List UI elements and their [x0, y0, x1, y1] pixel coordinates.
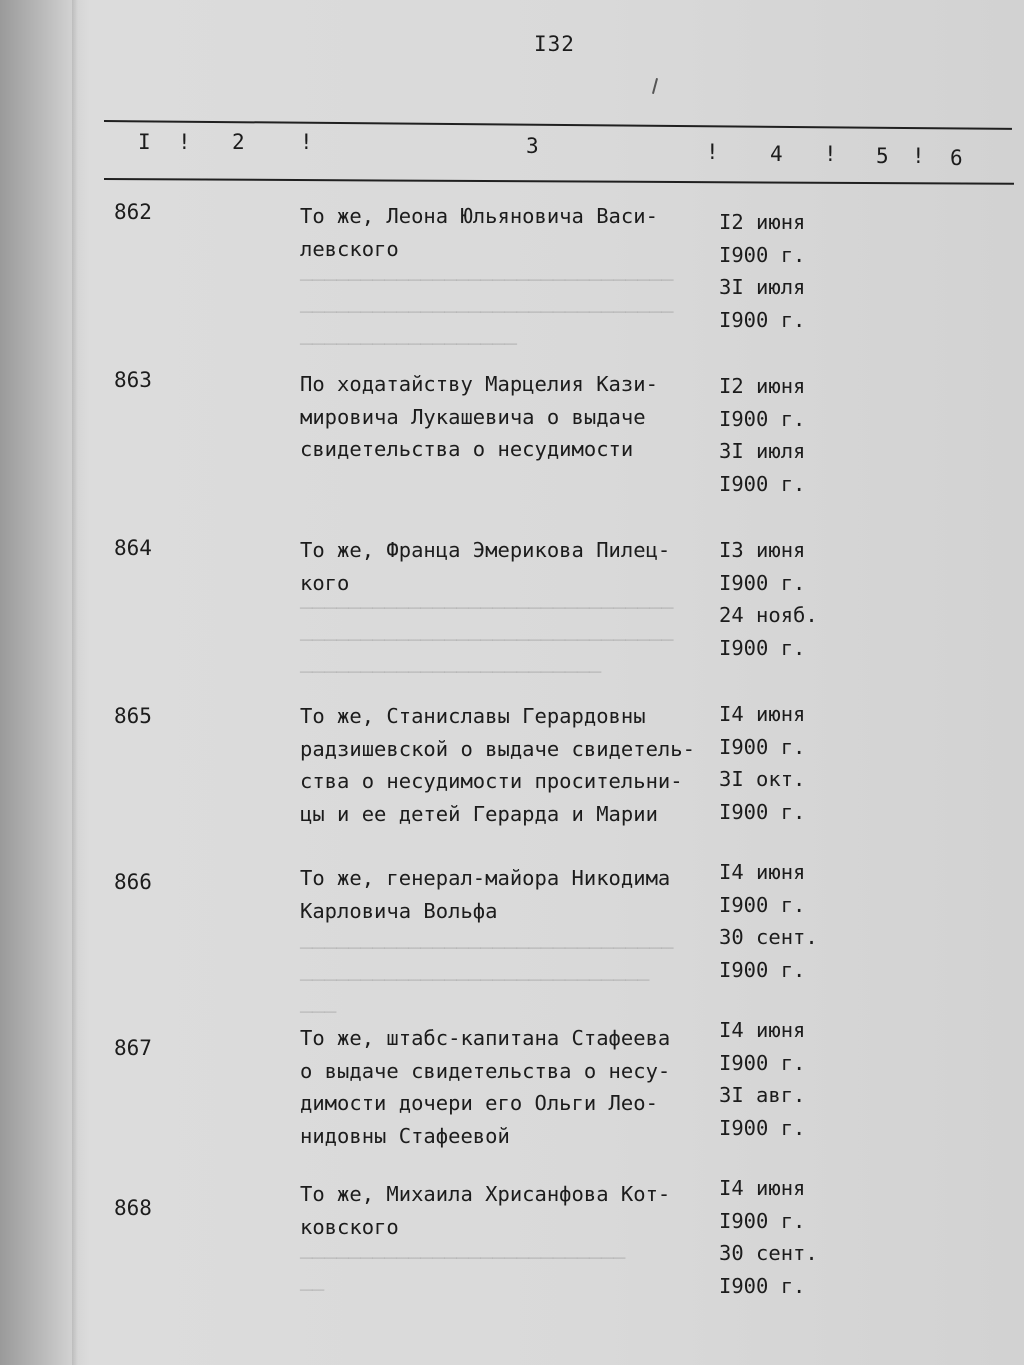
- page-number: I32: [534, 32, 575, 56]
- date-line: I900 г.: [719, 1050, 806, 1075]
- entry-description: [300, 200, 720, 265]
- description-line: радзишевской о выдаче свидетель-: [300, 736, 695, 761]
- entry-dates: [719, 1172, 839, 1302]
- date-line: I4 июня: [719, 1018, 806, 1042]
- date-line: I4 июня: [719, 1176, 806, 1200]
- description-line: То же, Михаила Хрисанфова Кот-: [300, 1182, 671, 1206]
- date-line: I2 июня: [719, 374, 806, 398]
- description-line: По ходатайству Марцелия Кази-: [300, 372, 658, 396]
- entry-dates: [719, 856, 839, 986]
- column-header-2: 2: [232, 130, 245, 154]
- entry-description: [300, 1022, 720, 1152]
- description-line: То же, штабс-капитана Стафеева: [300, 1026, 671, 1050]
- entry-description: [300, 368, 720, 466]
- date-line: I900 г.: [719, 635, 806, 660]
- date-line: I900 г.: [719, 242, 806, 267]
- date-line: I900 г.: [719, 957, 806, 982]
- date-line: 30 сент.: [719, 1241, 818, 1265]
- description-line: кого: [300, 570, 350, 595]
- date-line: I4 июня: [719, 702, 806, 726]
- date-line: 24 нояб.: [719, 603, 818, 627]
- entry-description: [300, 534, 720, 599]
- description-line: Карловича Вольфа: [300, 898, 498, 923]
- description-line: свидетельства о несудимости: [300, 437, 634, 461]
- date-line: I900 г.: [719, 471, 806, 496]
- column-separator: !: [178, 130, 191, 154]
- description-line: мировича Лукашевича о выдаче: [300, 404, 646, 429]
- description-line: То же, генерал-майора Никодима: [300, 866, 671, 890]
- date-line: I3 июня: [719, 538, 806, 562]
- date-line: 30 сент.: [719, 925, 818, 949]
- description-line: То же, Станиславы Герардовны: [300, 704, 646, 728]
- column-header-5: 5: [876, 144, 889, 168]
- date-line: 3I авг.: [719, 1083, 806, 1107]
- entry-dates: [719, 370, 839, 500]
- entry-dates: [719, 698, 839, 828]
- date-line: I900 г.: [719, 799, 806, 824]
- description-line: нидовны Стафеевой: [300, 1123, 510, 1148]
- entry-description: [300, 1178, 720, 1243]
- entry-description: [300, 700, 720, 830]
- date-line: I900 г.: [719, 892, 806, 917]
- description-line: димости дочери его Ольги Лео-: [300, 1091, 658, 1115]
- column-separator: !: [912, 144, 925, 168]
- column-separator: !: [706, 140, 719, 164]
- bleed-through-text: ─────────────────────────── ──: [300, 1246, 626, 1302]
- entry-number: 865: [114, 704, 152, 728]
- date-line: I2 июня: [719, 210, 806, 234]
- entry-number: 863: [114, 368, 152, 392]
- bleed-through-text: ─────────────────────────────── ───────────────────────────── ───: [300, 936, 674, 1024]
- column-separator: !: [300, 130, 313, 154]
- description-line: То же, Франца Эмерикова Пилец-: [300, 538, 671, 562]
- date-line: I900 г.: [719, 406, 806, 431]
- date-line: I4 июня: [719, 860, 806, 884]
- entry-number: 866: [114, 870, 152, 894]
- entry-dates: [719, 1014, 839, 1144]
- column-separator: !: [824, 142, 837, 166]
- bleed-through-text: ─────────────────────────────── ─────────────────────────────── ──────────────────: [300, 268, 674, 356]
- binding-shadow: [72, 0, 78, 1365]
- column-header-3: 3: [526, 134, 539, 158]
- column-header-4: 4: [770, 142, 783, 166]
- description-line: левского: [300, 236, 399, 261]
- description-line: о выдаче свидетельства о несу-: [300, 1058, 671, 1083]
- date-line: I900 г.: [719, 1115, 806, 1140]
- description-line: То же, Леона Юльяновича Васи-: [300, 204, 658, 228]
- date-line: I900 г.: [719, 570, 806, 595]
- description-line: ковского: [300, 1214, 399, 1239]
- date-line: I900 г.: [719, 307, 806, 332]
- date-line: I900 г.: [719, 1273, 806, 1298]
- date-line: 3I окт.: [719, 767, 806, 791]
- entry-number: 868: [114, 1196, 152, 1220]
- description-line: цы и ее детей Герарда и Марии: [300, 801, 658, 826]
- date-line: 3I июля: [719, 275, 806, 299]
- column-header-1: I: [138, 130, 151, 154]
- bleed-through-text: ─────────────────────────────── ─────────────────────────────── ─────────────────────────: [300, 596, 674, 684]
- description-line: ства о несудимости просительни-: [300, 769, 683, 793]
- entry-number: 862: [114, 200, 152, 224]
- entry-dates: [719, 206, 839, 336]
- entry-number: 864: [114, 536, 152, 560]
- entry-dates: [719, 534, 839, 664]
- entry-description: [300, 862, 720, 927]
- date-line: 3I июля: [719, 439, 806, 463]
- column-header-6: 6: [950, 146, 963, 170]
- date-line: I900 г.: [719, 1208, 806, 1233]
- entry-number: 867: [114, 1036, 152, 1060]
- date-line: I900 г.: [719, 734, 806, 759]
